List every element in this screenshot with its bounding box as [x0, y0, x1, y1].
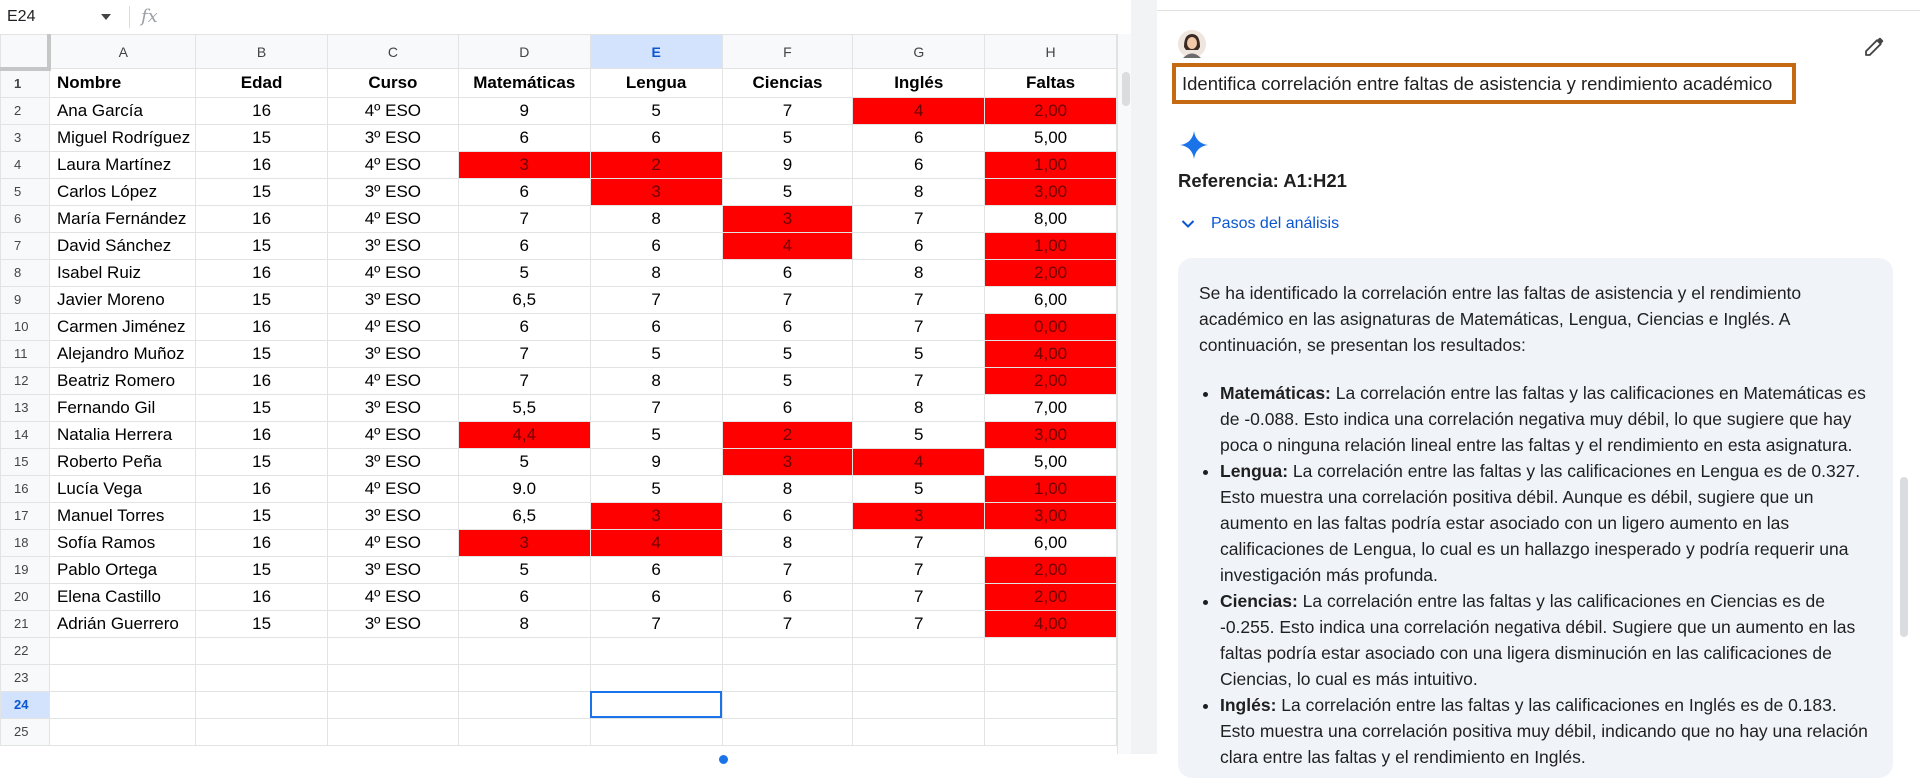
cell[interactable]: 3º ESO [327, 448, 458, 475]
analysis-steps-label: Pasos del análisis [1211, 215, 1340, 232]
cell[interactable]: 3º ESO [327, 124, 458, 151]
cell[interactable]: 16 [196, 97, 328, 124]
cell[interactable]: 16 [196, 151, 328, 178]
row-header[interactable]: 2 [1, 97, 50, 124]
chevron-down-icon [1179, 215, 1197, 233]
table-row [1, 556, 1117, 583]
bullet-text: La correlación entre las faltas y las calificaciones en Matemáticas es de -0.088. Esto indica una correlación negativa muy débil, lo que sugiere que hay poca o ninguna relación lineal entre las faltas y el rendimiento en esta asignatura. [1220, 383, 1866, 455]
cell[interactable]: Beatriz Romero [49, 367, 195, 394]
cell[interactable]: 4 [853, 97, 985, 124]
cell[interactable]: 6 [853, 124, 985, 151]
cell[interactable]: 7 [458, 367, 590, 394]
cell[interactable]: 4º ESO [327, 529, 458, 556]
cell[interactable]: Sofía Ramos [49, 529, 195, 556]
cell[interactable] [327, 718, 458, 745]
cell[interactable]: 2 [722, 421, 853, 448]
cell[interactable]: 2,00 [985, 97, 1117, 124]
cell[interactable]: 6 [458, 583, 590, 610]
cell[interactable]: 4º ESO [327, 205, 458, 232]
cell[interactable]: 6 [722, 394, 853, 421]
cell[interactable]: 5 [722, 178, 853, 205]
cell[interactable]: 4º ESO [327, 367, 458, 394]
cell[interactable]: 15 [196, 340, 328, 367]
cell[interactable] [196, 718, 328, 745]
cell[interactable]: 6 [590, 313, 722, 340]
cell[interactable] [196, 664, 328, 691]
row-header[interactable]: 13 [1, 394, 50, 421]
cell[interactable] [985, 691, 1117, 718]
row-header[interactable]: 19 [1, 556, 50, 583]
cell[interactable]: 5 [458, 556, 590, 583]
cell[interactable] [327, 664, 458, 691]
user-prompt: Identifica correlación entre faltas de asistencia y rendimiento académico [1172, 63, 1796, 104]
cell[interactable]: 4º ESO [327, 583, 458, 610]
cell[interactable]: 4º ESO [327, 151, 458, 178]
cell[interactable]: 3º ESO [327, 556, 458, 583]
cell[interactable]: 5 [458, 448, 590, 475]
cell[interactable]: 7 [722, 286, 853, 313]
cell[interactable]: 6 [722, 502, 853, 529]
bullet-text: La correlación entre las faltas y las calificaciones en Inglés es de 0.183. Esto muestra una correlación positiva muy débil, indicando que no hay una relación clara entre las faltas y el rendimiento en Inglés. [1220, 695, 1868, 767]
cell[interactable] [49, 718, 195, 745]
cell[interactable]: 3,00 [985, 178, 1117, 205]
cell[interactable] [327, 691, 458, 718]
row-header[interactable]: 10 [1, 313, 50, 340]
cell[interactable]: 4 [722, 232, 853, 259]
gemini-side-panel [1157, 0, 1920, 767]
table-row [1, 367, 1117, 394]
row-header[interactable]: 22 [1, 637, 50, 664]
cell[interactable]: 16 [196, 313, 328, 340]
cell[interactable] [196, 691, 328, 718]
panel-top-divider [1157, 10, 1920, 11]
cell[interactable] [722, 664, 853, 691]
cell[interactable]: 7 [458, 340, 590, 367]
cell[interactable] [49, 637, 195, 664]
cell[interactable]: Pablo Ortega [49, 556, 195, 583]
cell[interactable]: 15 [196, 178, 328, 205]
cell[interactable]: 1,00 [985, 151, 1117, 178]
cell[interactable]: 6 [590, 583, 722, 610]
cell[interactable]: 5 [853, 340, 985, 367]
cell[interactable]: 6 [458, 124, 590, 151]
cell[interactable]: 5,00 [985, 448, 1117, 475]
cell[interactable]: Manuel Torres [49, 502, 195, 529]
cell[interactable]: 16 [196, 583, 328, 610]
cell[interactable]: 6 [590, 124, 722, 151]
cell[interactable] [985, 637, 1117, 664]
table-row [1, 610, 1117, 637]
cell[interactable]: 7 [853, 529, 985, 556]
row-header[interactable]: 23 [1, 664, 50, 691]
cell[interactable]: 7 [853, 610, 985, 637]
cell[interactable]: 7 [853, 556, 985, 583]
cell[interactable]: 8 [590, 259, 722, 286]
cell[interactable]: 3 [458, 529, 590, 556]
cell[interactable]: 7 [590, 286, 722, 313]
response-bullets [1199, 380, 1871, 770]
cell[interactable]: 5 [722, 367, 853, 394]
cell[interactable]: 16 [196, 367, 328, 394]
cell[interactable]: 3º ESO [327, 340, 458, 367]
cell[interactable]: 8 [722, 529, 853, 556]
cell[interactable] [853, 637, 985, 664]
cell[interactable]: 5 [590, 97, 722, 124]
row-header[interactable]: 14 [1, 421, 50, 448]
table-row [1, 259, 1117, 286]
cell[interactable]: 6,00 [985, 529, 1117, 556]
panel-scroll-thumb[interactable] [1900, 477, 1908, 637]
cell[interactable]: 3º ESO [327, 394, 458, 421]
cell[interactable]: Ciencias [722, 69, 853, 98]
cell[interactable]: 16 [196, 205, 328, 232]
table-row [1, 448, 1117, 475]
cell[interactable]: 4º ESO [327, 259, 458, 286]
bullet-text: La correlación entre las faltas y las calificaciones en Lengua es de 0.327. Esto muestra una correlación positiva débil. Aunque es débil, sugiere que un aumento en las faltas podría estar asociado con un ligero aumento en las calificaciones de Lengua, lo cual es un hallazgo inesperado y podría requerir una investigación más profunda. [1220, 461, 1861, 585]
cell[interactable]: 2 [590, 151, 722, 178]
cell[interactable]: 8 [853, 178, 985, 205]
name-box-value: E24 [7, 8, 36, 25]
cell[interactable]: 8 [722, 475, 853, 502]
cell[interactable]: 15 [196, 394, 328, 421]
cell[interactable]: Isabel Ruiz [49, 259, 195, 286]
cell[interactable]: 5 [722, 340, 853, 367]
table-row [1, 718, 1117, 745]
reference-range: Referencia: A1:H21 [1178, 170, 1347, 191]
cell[interactable]: 6 [458, 178, 590, 205]
row-header[interactable]: 4 [1, 151, 50, 178]
cell[interactable]: 15 [196, 124, 328, 151]
cell[interactable]: 5,00 [985, 124, 1117, 151]
cell[interactable]: 3º ESO [327, 502, 458, 529]
cell[interactable]: Miguel Rodríguez [49, 124, 195, 151]
column-header-d[interactable]: D [458, 35, 590, 69]
response-card [1178, 258, 1893, 778]
table-row [1, 502, 1117, 529]
cell[interactable]: 6 [853, 151, 985, 178]
cell[interactable]: Lucía Vega [49, 475, 195, 502]
cell[interactable]: 5 [722, 124, 853, 151]
cell[interactable]: Fernando Gil [49, 394, 195, 421]
cell[interactable]: 7 [853, 205, 985, 232]
cell[interactable]: 8 [853, 394, 985, 421]
cell[interactable]: 5 [590, 475, 722, 502]
cell[interactable]: 7 [853, 367, 985, 394]
cell[interactable]: María Fernández [49, 205, 195, 232]
table-row [1, 178, 1117, 205]
table-row [1, 664, 1117, 691]
cell[interactable]: 9 [590, 448, 722, 475]
cell[interactable]: 7 [853, 583, 985, 610]
cell[interactable]: 15 [196, 502, 328, 529]
row-header[interactable]: 5 [1, 178, 50, 205]
sheet-table [0, 34, 1117, 746]
table-row [1, 124, 1117, 151]
cell[interactable]: 5 [458, 259, 590, 286]
cell[interactable] [590, 637, 722, 664]
table-row [1, 313, 1117, 340]
cell[interactable]: 6,5 [458, 502, 590, 529]
column-header-e[interactable]: E [590, 35, 722, 69]
cell[interactable]: 3,00 [985, 502, 1117, 529]
cell[interactable]: David Sánchez [49, 232, 195, 259]
cell[interactable] [458, 691, 590, 718]
cell[interactable]: 7 [458, 205, 590, 232]
sheet-vertical-scrollbar[interactable] [1117, 34, 1132, 754]
response-bullet [1220, 692, 1871, 770]
row-header[interactable]: 7 [1, 232, 50, 259]
cell[interactable]: 15 [196, 286, 328, 313]
cell[interactable] [590, 718, 722, 745]
row-header[interactable]: 16 [1, 475, 50, 502]
cell[interactable]: 6 [722, 313, 853, 340]
cell[interactable]: 3 [722, 448, 853, 475]
response-intro: Se ha identificado la correlación entre las faltas de asistencia y el rendimiento académico en las asignaturas de Matemáticas, Lengua, Ciencias e Inglés. A continuación, se presentan los resultados: [1199, 283, 1802, 355]
column-header-b[interactable]: B [196, 35, 328, 69]
cell[interactable] [985, 664, 1117, 691]
cell[interactable] [196, 637, 328, 664]
cell[interactable] [853, 691, 985, 718]
cell[interactable] [458, 718, 590, 745]
table-row [1, 475, 1117, 502]
cell[interactable]: 3º ESO [327, 286, 458, 313]
cell[interactable] [327, 637, 458, 664]
cell[interactable]: 6 [590, 556, 722, 583]
cell[interactable]: Carmen Jiménez [49, 313, 195, 340]
analysis-steps-toggle[interactable] [1179, 215, 1339, 233]
row-header[interactable]: 8 [1, 259, 50, 286]
bullet-label: Inglés: [1220, 695, 1277, 715]
table-row [1, 421, 1117, 448]
cell[interactable]: 3 [853, 502, 985, 529]
response-bullet [1220, 458, 1871, 588]
row-header[interactable]: 17 [1, 502, 50, 529]
cell[interactable] [985, 718, 1117, 745]
bullet-text: La correlación entre las faltas y las calificaciones en Ciencias es de -0.255. Esto indica una correlación negativa débil. Sugiere que un aumento en las faltas podría estar asociado con una ligera disminución en las calificaciones de Ciencias, lo cual es más intuitivo. [1220, 591, 1856, 689]
table-row [1, 529, 1117, 556]
table-row [1, 97, 1117, 124]
table-row [1, 205, 1117, 232]
cell[interactable]: 6,5 [458, 286, 590, 313]
table-row [1, 69, 1117, 98]
cell[interactable]: 5 [853, 475, 985, 502]
cell[interactable]: 4 [590, 529, 722, 556]
gemini-sparkle-icon [1179, 130, 1209, 160]
cell[interactable]: 3 [590, 502, 722, 529]
cell[interactable]: Adrián Guerrero [49, 610, 195, 637]
bullet-label: Ciencias: [1220, 591, 1298, 611]
cell[interactable]: 9.0 [458, 475, 590, 502]
response-bullet [1220, 380, 1871, 458]
cell[interactable]: 6,00 [985, 286, 1117, 313]
cell[interactable]: 1,00 [985, 232, 1117, 259]
cell[interactable]: Alejandro Muñoz [49, 340, 195, 367]
cell[interactable]: 3,00 [985, 421, 1117, 448]
row-header[interactable]: 18 [1, 529, 50, 556]
cell[interactable] [458, 637, 590, 664]
cell[interactable] [590, 664, 722, 691]
cell[interactable]: 4 [853, 448, 985, 475]
cell[interactable] [722, 718, 853, 745]
cell[interactable]: Carlos López [49, 178, 195, 205]
cell[interactable]: 5 [590, 421, 722, 448]
row-header[interactable]: 11 [1, 340, 50, 367]
cell[interactable] [458, 664, 590, 691]
cell[interactable]: 3 [722, 205, 853, 232]
row-header[interactable]: 9 [1, 286, 50, 313]
column-header-g[interactable]: G [853, 35, 985, 69]
table-row [1, 151, 1117, 178]
cell[interactable]: 16 [196, 529, 328, 556]
cell[interactable]: 8 [590, 367, 722, 394]
cell[interactable]: 3 [458, 151, 590, 178]
row-header[interactable]: 12 [1, 367, 50, 394]
row-header[interactable]: 6 [1, 205, 50, 232]
cell[interactable] [49, 664, 195, 691]
cell[interactable]: 7 [590, 394, 722, 421]
cell[interactable]: 6 [458, 313, 590, 340]
row-header[interactable]: 15 [1, 448, 50, 475]
cell[interactable]: 5,5 [458, 394, 590, 421]
cell[interactable]: Javier Moreno [49, 286, 195, 313]
response-bullet [1220, 588, 1871, 692]
cell[interactable]: 9 [722, 151, 853, 178]
cell[interactable]: 7,00 [985, 394, 1117, 421]
cell[interactable]: 4º ESO [327, 421, 458, 448]
bullet-label: Matemáticas: [1220, 383, 1331, 403]
cell[interactable]: 4,00 [985, 610, 1117, 637]
cell[interactable]: 7 [853, 286, 985, 313]
table-row [1, 583, 1117, 610]
cell[interactable]: Edad [196, 69, 328, 98]
cell[interactable]: 2,00 [985, 259, 1117, 286]
column-header-c[interactable]: C [327, 35, 458, 69]
cell[interactable] [722, 691, 853, 718]
row-header[interactable]: 1 [1, 69, 50, 98]
cell[interactable]: 8 [458, 610, 590, 637]
cell[interactable]: Elena Castillo [49, 583, 195, 610]
cell[interactable] [853, 718, 985, 745]
cell[interactable]: 6 [722, 259, 853, 286]
table-row [1, 286, 1117, 313]
cell[interactable]: 15 [196, 610, 328, 637]
cell[interactable] [853, 664, 985, 691]
cell[interactable]: 3º ESO [327, 178, 458, 205]
cell[interactable]: 8,00 [985, 205, 1117, 232]
fx-icon: fx [141, 6, 158, 27]
cell[interactable]: 7 [722, 610, 853, 637]
sheet-scroll-thumb[interactable] [1122, 72, 1130, 106]
bullet-label: Lengua: [1220, 461, 1289, 481]
cell[interactable]: Natalia Herrera [49, 421, 195, 448]
cell[interactable]: 3º ESO [327, 232, 458, 259]
cell[interactable]: Inglés [853, 69, 985, 98]
cell[interactable] [49, 691, 195, 718]
cell[interactable]: 16 [196, 475, 328, 502]
cell[interactable]: 16 [196, 259, 328, 286]
cell[interactable]: Laura Martínez [49, 151, 195, 178]
table-row [1, 232, 1117, 259]
cell[interactable]: 6 [590, 232, 722, 259]
cell[interactable]: Ana García [49, 97, 195, 124]
column-header-h[interactable]: H [985, 35, 1117, 69]
column-header-f[interactable]: F [722, 35, 853, 69]
table-row [1, 340, 1117, 367]
cell[interactable]: 8 [853, 259, 985, 286]
cell[interactable]: 6 [853, 232, 985, 259]
selection-fill-handle[interactable] [718, 754, 729, 765]
cell[interactable]: 6 [458, 232, 590, 259]
formula-bar [0, 0, 1117, 35]
cell[interactable]: 5 [590, 340, 722, 367]
active-cell[interactable] [590, 691, 722, 718]
cell[interactable]: 16 [196, 421, 328, 448]
cell[interactable]: Faltas [985, 69, 1117, 98]
cell[interactable]: 0,00 [985, 313, 1117, 340]
cell[interactable]: 7 [722, 97, 853, 124]
cell[interactable]: 7 [722, 556, 853, 583]
cell[interactable]: Nombre [49, 69, 195, 98]
row-header[interactable]: 24 [1, 691, 50, 718]
cell[interactable]: 6 [722, 583, 853, 610]
select-all-corner[interactable] [1, 35, 50, 69]
cell[interactable]: 8 [590, 205, 722, 232]
user-avatar [1178, 30, 1206, 58]
cell[interactable]: 4º ESO [327, 97, 458, 124]
edit-pencil-icon[interactable] [1863, 34, 1887, 58]
name-box-dropdown-icon[interactable] [101, 14, 111, 20]
cell[interactable]: 7 [590, 610, 722, 637]
cell[interactable]: 2,00 [985, 556, 1117, 583]
row-header[interactable]: 20 [1, 583, 50, 610]
cell[interactable]: 1,00 [985, 475, 1117, 502]
cell[interactable] [722, 637, 853, 664]
panel-divider [1131, 0, 1157, 754]
cell[interactable]: 15 [196, 448, 328, 475]
cell[interactable]: Roberto Peña [49, 448, 195, 475]
cell[interactable]: 5 [853, 421, 985, 448]
formula-divider [129, 6, 130, 28]
cell[interactable]: Curso [327, 69, 458, 98]
table-row [1, 394, 1117, 421]
cell[interactable]: 4º ESO [327, 313, 458, 340]
cell[interactable]: 7 [853, 313, 985, 340]
cell[interactable]: 4,00 [985, 340, 1117, 367]
row-header[interactable]: 25 [1, 718, 50, 745]
row-header[interactable]: 21 [1, 610, 50, 637]
cell[interactable]: Lengua [590, 69, 722, 98]
table-row [1, 691, 1117, 718]
cell[interactable]: 4,4 [458, 421, 590, 448]
cell[interactable]: 9 [458, 97, 590, 124]
cell[interactable]: 4º ESO [327, 475, 458, 502]
cell[interactable]: 3º ESO [327, 610, 458, 637]
cell[interactable]: 2,00 [985, 583, 1117, 610]
cell[interactable]: 2,00 [985, 367, 1117, 394]
cell-grid [0, 34, 1117, 746]
cell[interactable]: 15 [196, 556, 328, 583]
table-row [1, 637, 1117, 664]
column-header-a[interactable]: A [49, 35, 195, 69]
cell[interactable]: Matemáticas [458, 69, 590, 98]
cell[interactable]: 3 [590, 178, 722, 205]
row-header[interactable]: 3 [1, 124, 50, 151]
cell[interactable]: 15 [196, 232, 328, 259]
